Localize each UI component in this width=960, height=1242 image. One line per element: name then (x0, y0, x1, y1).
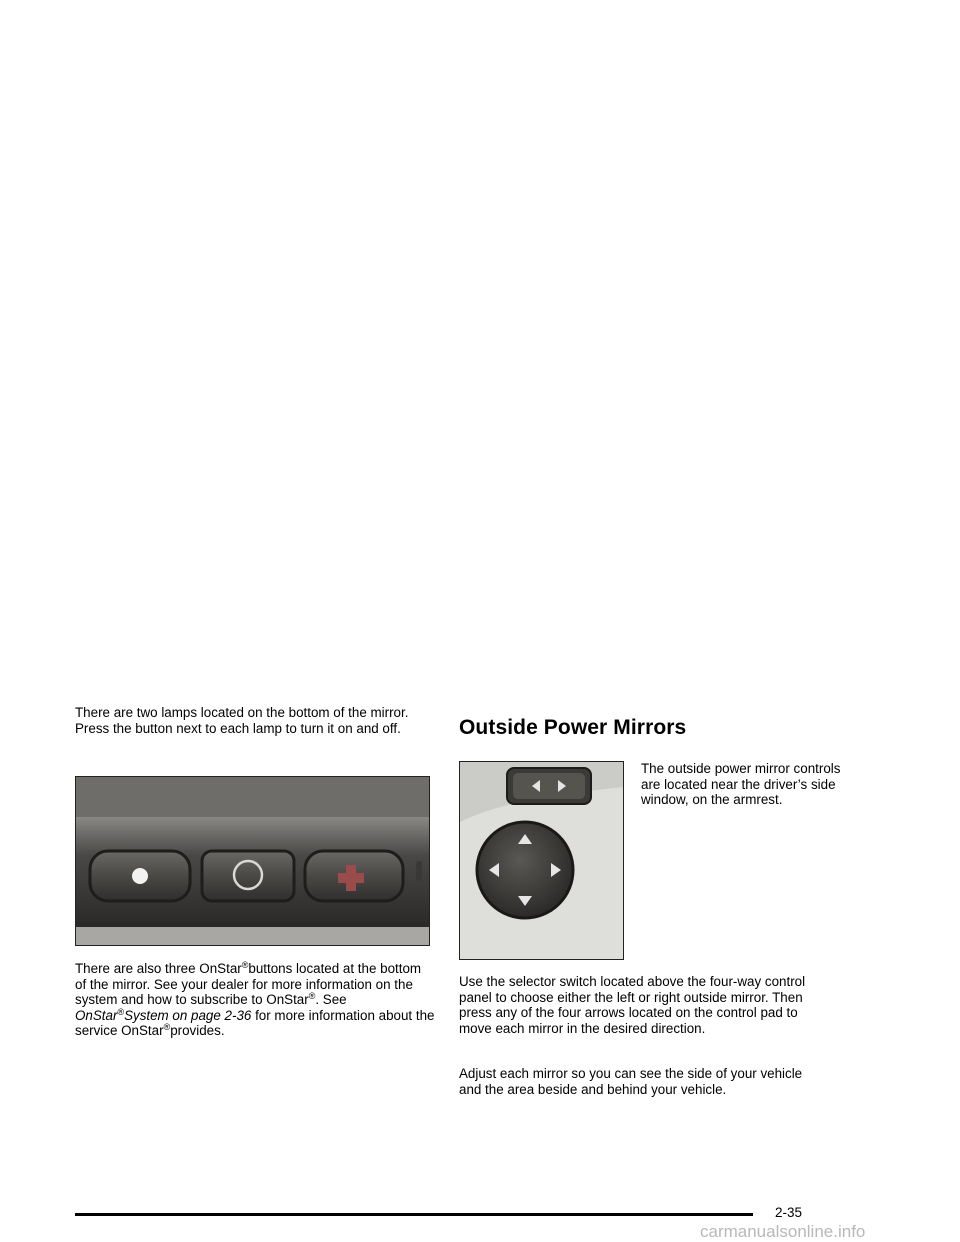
onstar-text-1: There are also three OnStar (75, 961, 242, 976)
page-number: 2-35 (775, 1205, 803, 1220)
onstar-text-2: buttons located at the bottom of the mirror. See your dealer for more information on the system and how to subscribe to OnStar (75, 961, 422, 1008)
onstar-paragraph (75, 961, 435, 1039)
lamp-dot-icon (132, 868, 148, 884)
footer-rule (75, 1213, 753, 1216)
onstar-system-reference[interactable]: OnStar®System on page 2-36 (75, 1006, 252, 1023)
onstar-text-3: . See (315, 992, 347, 1008)
registered-mark: ® (308, 991, 316, 1002)
onstar-buttons-photo (75, 776, 430, 946)
lamps-paragraph: There are two lamps located on the bottom of the mirror. Press the button next to each lamp to turn it on and off. (75, 705, 409, 736)
mirror-intro-paragraph: The outside power mirror controls are located near the driver’s side window, on the armrest. (641, 761, 841, 808)
onstar-text-5: provides. (170, 1023, 225, 1039)
section-heading: Outside Power Mirrors (459, 716, 687, 739)
onstar-button (202, 851, 294, 901)
selector-paragraph: Use the selector switch located above the four-way control panel to choose either the left or right outside mirror. Then press any of the four arrows located on the control pad to move each mirror in the desired direction. (459, 974, 806, 1036)
watermark: carmanualsonline.info (700, 1222, 866, 1241)
adjust-paragraph: Adjust each mirror so you can see the side of your vehicle and the area beside and behind your vehicle. (459, 1066, 803, 1097)
registered-mark: ® (163, 1022, 171, 1033)
onstar-buttons-illustration (76, 777, 429, 945)
onstar-text-4: for more information about the service OnStar (75, 1007, 435, 1039)
registered-mark: ® (241, 960, 249, 970)
mirror-controls-photo (459, 761, 624, 960)
mirror-controls-illustration (460, 762, 623, 959)
